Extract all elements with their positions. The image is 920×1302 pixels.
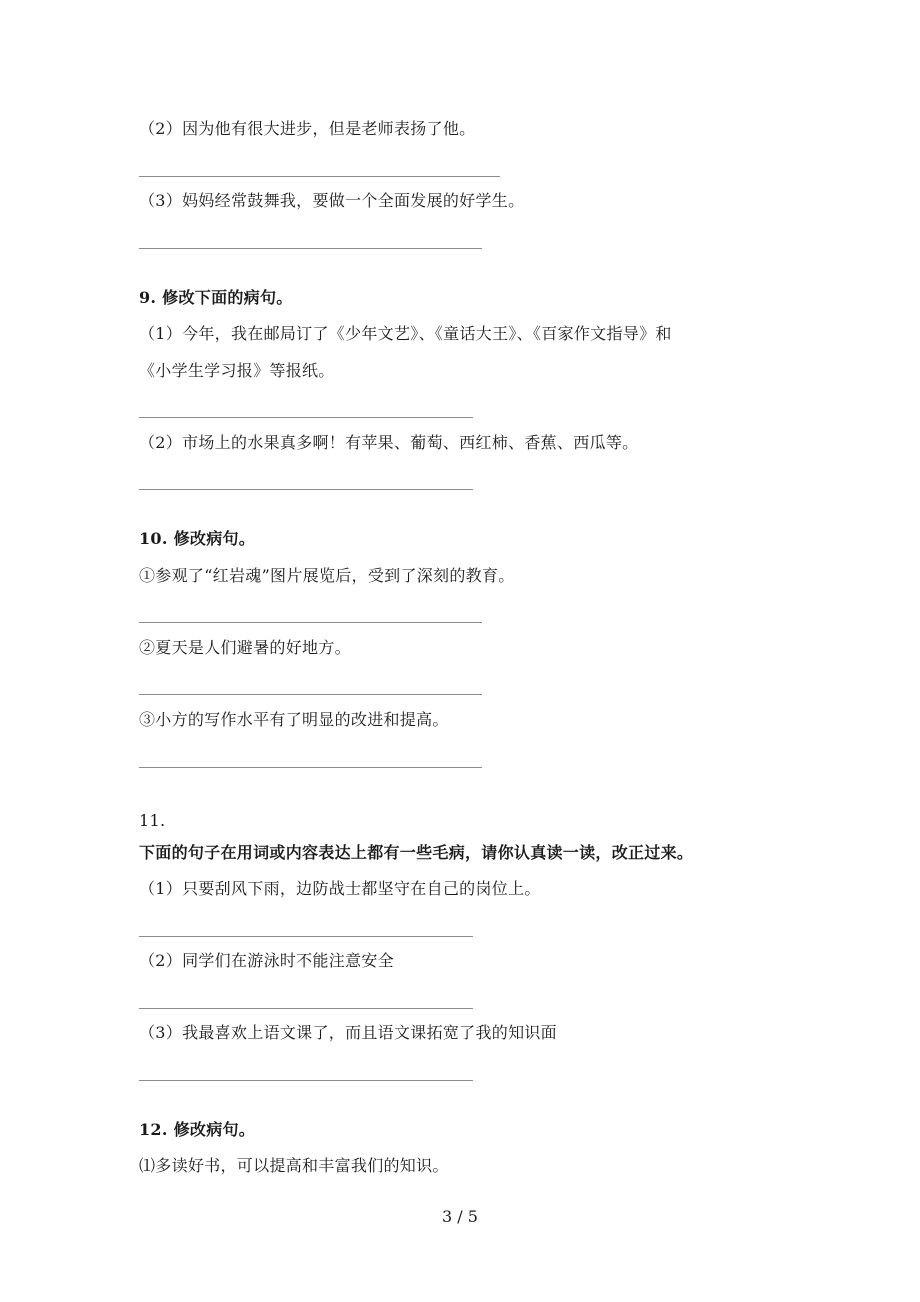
answer-line	[139, 176, 500, 177]
q11-item-2: （2）同学们在游泳时不能注意安全	[139, 951, 394, 970]
answer-line	[139, 936, 473, 937]
q10-title: 10. 修改病句。	[139, 529, 256, 548]
q11-number: 11.	[139, 811, 166, 830]
answer-line	[139, 1008, 473, 1009]
q10-item-2: ②夏天是人们避暑的好地方。	[139, 638, 351, 657]
q11-item-1: （1）只要刮风下雨，边防战士都坚守在自己的岗位上。	[139, 879, 541, 898]
answer-line	[139, 694, 482, 695]
answer-line	[139, 1080, 473, 1081]
page-number: 3 / 5	[442, 1207, 478, 1226]
q11-item-3: （3）我最喜欢上语文课了，而且语文课拓宽了我的知识面	[139, 1023, 557, 1042]
q9-item-1-line-2: 《小学生学习报》等报纸。	[139, 361, 335, 380]
q8-item-2: （2）因为他有很大进步，但是老师表扬了他。	[139, 119, 476, 138]
q12-item-1: ⑴多读好书，可以提高和丰富我们的知识。	[139, 1156, 449, 1175]
q10-item-1: ①参观了“红岩魂”图片展览后，受到了深刻的教育。	[139, 566, 515, 585]
q9-item-1-line-1: （1）今年，我在邮局订了《少年文艺》、《童话大王》、《百家作文指导》和	[139, 324, 672, 343]
answer-line	[139, 622, 482, 623]
answer-line	[139, 248, 482, 249]
q8-item-3: （3）妈妈经常鼓舞我，要做一个全面发展的好学生。	[139, 191, 525, 210]
q9-title: 9. 修改下面的病句。	[139, 288, 293, 307]
q9-item-2: （2）市场上的水果真多啊！有苹果、葡萄、西红柿、香蕉、西瓜等。	[139, 433, 639, 452]
q12-title: 12. 修改病句。	[139, 1120, 256, 1139]
q10-item-3: ③小方的写作水平有了明显的改进和提高。	[139, 710, 449, 729]
answer-line	[139, 489, 473, 490]
answer-line	[139, 417, 473, 418]
q11-instruction: 下面的句子在用词或内容表达上都有一些毛病，请你认真读一读，改正过来。	[139, 843, 694, 862]
answer-line	[139, 767, 482, 768]
